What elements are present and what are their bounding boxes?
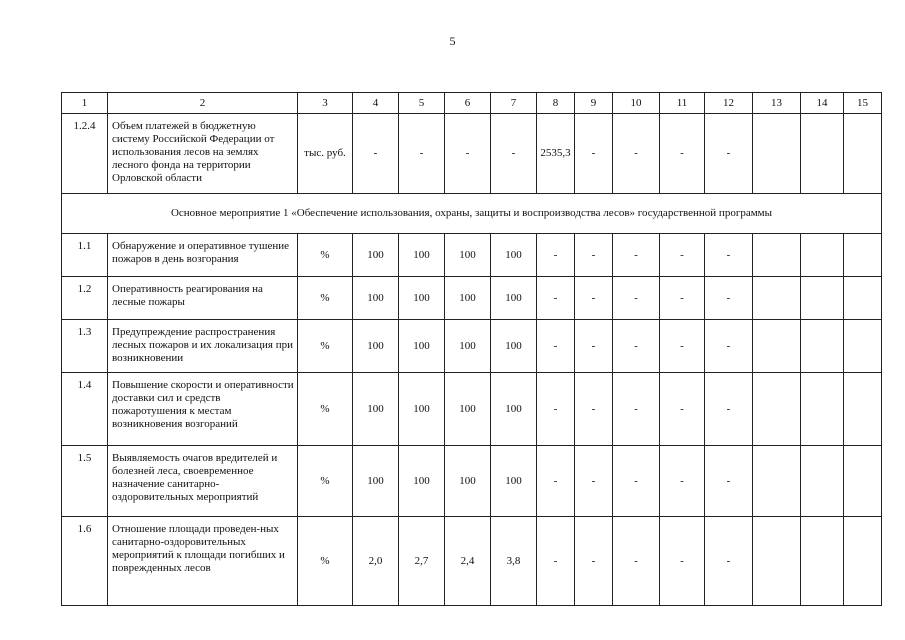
value-cell: - (660, 446, 705, 517)
value-cell (801, 277, 844, 320)
value-cell (753, 234, 801, 277)
table-row (62, 234, 882, 277)
value-cell: - (660, 234, 705, 277)
table-row (62, 320, 882, 373)
value-cell: 100 (399, 277, 445, 320)
value-cell: - (613, 114, 660, 194)
value-cell: 100 (353, 446, 399, 517)
row-unit: % (298, 320, 353, 373)
value-cell: 100 (353, 277, 399, 320)
value-cell (801, 114, 844, 194)
value-cell: - (575, 373, 613, 446)
value-cell (801, 517, 844, 606)
value-cell: - (660, 373, 705, 446)
value-cell: 100 (445, 373, 491, 446)
value-cell: - (705, 277, 753, 320)
row-number: 1.4 (62, 373, 108, 446)
value-cell: - (660, 517, 705, 606)
table-row (62, 277, 882, 320)
value-cell: - (613, 446, 660, 517)
value-cell: - (575, 114, 613, 194)
row-number: 1.5 (62, 446, 108, 517)
value-cell: 3,8 (491, 517, 537, 606)
table-row (62, 517, 882, 606)
row-unit: % (298, 234, 353, 277)
header-cell: 1 (62, 93, 108, 114)
value-cell: 100 (353, 373, 399, 446)
value-cell (844, 373, 882, 446)
value-cell (844, 234, 882, 277)
value-cell: 100 (491, 373, 537, 446)
value-cell (801, 320, 844, 373)
value-cell: 100 (491, 446, 537, 517)
row-number: 1.3 (62, 320, 108, 373)
header-cell: 4 (353, 93, 399, 114)
value-cell: - (537, 320, 575, 373)
value-cell: - (660, 114, 705, 194)
header-cell: 8 (537, 93, 575, 114)
value-cell: - (575, 277, 613, 320)
value-cell: - (613, 234, 660, 277)
row-name: Повышение скорости и оперативности доставки сил и средств пожаротушения к местам возникновения возгораний (108, 373, 298, 446)
value-cell: 100 (445, 320, 491, 373)
value-cell: - (537, 517, 575, 606)
value-cell: - (353, 114, 399, 194)
row-unit: % (298, 446, 353, 517)
value-cell (753, 277, 801, 320)
header-cell: 7 (491, 93, 537, 114)
value-cell: 100 (445, 277, 491, 320)
row-name: Отношение площади проведен-ных санитарно-оздоровительных мероприятий к площади погибших и поврежденных лесов (108, 517, 298, 606)
value-cell: - (575, 234, 613, 277)
table-row (62, 446, 882, 517)
value-cell: 100 (491, 320, 537, 373)
value-cell (844, 114, 882, 194)
value-cell: - (537, 373, 575, 446)
header-cell: 12 (705, 93, 753, 114)
header-cell: 11 (660, 93, 705, 114)
value-cell: 2,0 (353, 517, 399, 606)
value-cell (844, 446, 882, 517)
value-cell: - (613, 517, 660, 606)
row-unit: % (298, 373, 353, 446)
value-cell: - (537, 234, 575, 277)
value-cell: - (399, 114, 445, 194)
value-cell: - (575, 517, 613, 606)
value-cell: - (705, 320, 753, 373)
value-cell: - (613, 373, 660, 446)
value-cell: - (705, 114, 753, 194)
value-cell: - (660, 277, 705, 320)
row-unit: тыс. руб. (298, 114, 353, 194)
header-cell: 10 (613, 93, 660, 114)
value-cell (801, 373, 844, 446)
row-name: Предупреждение распространения лесных пожаров и их локализация при возникновении (108, 320, 298, 373)
value-cell: 100 (491, 277, 537, 320)
row-unit: % (298, 517, 353, 606)
value-cell (801, 446, 844, 517)
header-cell: 5 (399, 93, 445, 114)
value-cell: - (575, 446, 613, 517)
row-name: Выявляемость очагов вредителей и болезней леса, своевременное назначение санитарно-оздоровительных мероприятий (108, 446, 298, 517)
value-cell (753, 373, 801, 446)
header-cell: 9 (575, 93, 613, 114)
value-cell: 100 (491, 234, 537, 277)
value-cell: 100 (399, 373, 445, 446)
value-cell: 100 (399, 234, 445, 277)
section-title: Основное мероприятие 1 «Обеспечение использования, охраны, защиты и воспроизводства лесов» государственной программы (62, 194, 882, 234)
value-cell: 100 (445, 446, 491, 517)
value-cell: - (445, 114, 491, 194)
row-number: 1.2 (62, 277, 108, 320)
value-cell: 100 (399, 446, 445, 517)
value-cell (844, 517, 882, 606)
value-cell: 100 (353, 320, 399, 373)
value-cell (844, 320, 882, 373)
value-cell: - (575, 320, 613, 373)
row-number: 1.1 (62, 234, 108, 277)
row-name: Объем платежей в бюджетную систему Российской Федерации от использования лесов на землях лесного фонда на территории Орловской области (108, 114, 298, 194)
header-cell: 14 (801, 93, 844, 114)
page-number: 5 (449, 34, 456, 48)
value-cell: - (660, 320, 705, 373)
value-cell: - (705, 234, 753, 277)
header-cell: 3 (298, 93, 353, 114)
header-cell: 15 (844, 93, 882, 114)
header-row (62, 93, 882, 114)
row-number: 1.2.4 (62, 114, 108, 194)
value-cell (844, 277, 882, 320)
value-cell: 100 (399, 320, 445, 373)
value-cell (753, 114, 801, 194)
table-row (62, 114, 882, 194)
value-cell: - (613, 320, 660, 373)
indicators-table (61, 92, 882, 606)
value-cell: 2535,3 (537, 114, 575, 194)
value-cell (753, 320, 801, 373)
row-name: Оперативность реагирования на лесные пожары (108, 277, 298, 320)
header-cell: 2 (108, 93, 298, 114)
value-cell: - (705, 373, 753, 446)
value-cell: 2,4 (445, 517, 491, 606)
table-row (62, 373, 882, 446)
value-cell: - (491, 114, 537, 194)
value-cell: - (537, 277, 575, 320)
row-number: 1.6 (62, 517, 108, 606)
value-cell: - (705, 517, 753, 606)
header-cell: 6 (445, 93, 491, 114)
value-cell (753, 517, 801, 606)
value-cell (801, 234, 844, 277)
value-cell (753, 446, 801, 517)
header-cell: 13 (753, 93, 801, 114)
value-cell: 100 (445, 234, 491, 277)
value-cell: - (537, 446, 575, 517)
value-cell: 100 (353, 234, 399, 277)
section-row (62, 194, 882, 234)
value-cell: - (613, 277, 660, 320)
value-cell: - (705, 446, 753, 517)
value-cell: 2,7 (399, 517, 445, 606)
row-name: Обнаружение и оперативное тушение пожаров в день возгорания (108, 234, 298, 277)
row-unit: % (298, 277, 353, 320)
